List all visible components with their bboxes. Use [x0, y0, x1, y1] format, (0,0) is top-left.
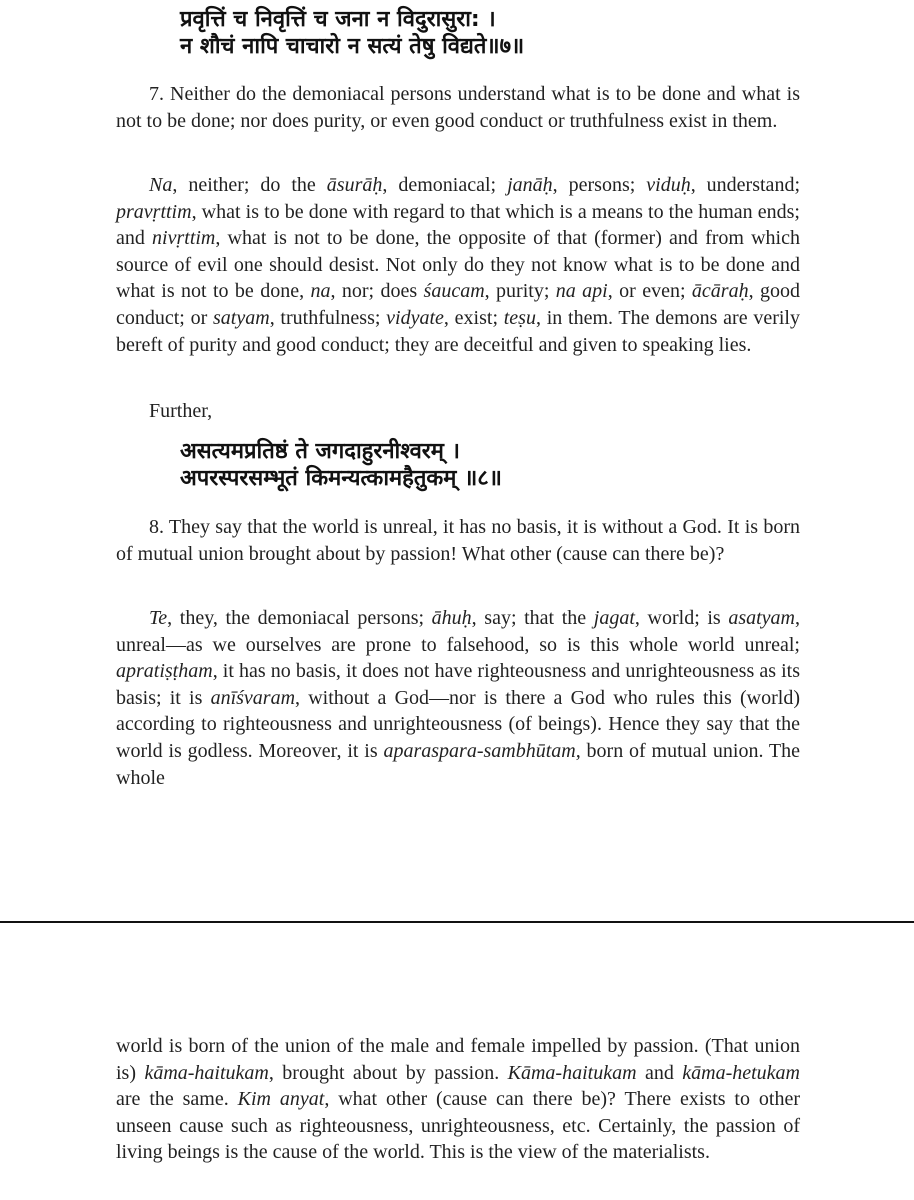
page-divider [0, 921, 914, 923]
verse-8 [180, 438, 502, 492]
further-text: Further, [149, 400, 213, 422]
next-page-continuation: world is born of the union of the male and female impelled by passion. (That union is) kāma-haitukam, brought about by passion. Kāma-haitukam and kāma-hetukam are the same. Kim anyat, what other (cause can there be)? There exists to other unseen cause such as righteousness, unrighteousness, etc. Certainly, the passion of living beings is the cause of the world. This is the view of the materialists. [116, 1035, 800, 1164]
verse-8-commentary: Te, they, the demoniacal persons; āhuḥ, say; that the jagat, world; is asatyam, unreal—as we ourselves are prone to falsehood, so is this whole world unreal; apratiṣṭham, it has no basis, it does not have righteousness and unrighteousness as its basis; it is anīśvaram, without a God—nor is there a God who rules this (world) according to righteousness and unrighteousness (of beings). Hence they say that the world is godless. Moreover, it is aparaspara-sambhūtam, born of mutual union. The whole [116, 607, 801, 789]
verse-8-line-1: असत्यमप्रतिष्ठं ते जगदाहुरनीश्वरम् । [180, 439, 460, 464]
verse-8-translation: 8. They say that the world is unreal, it has no basis, it is without a God. It is born of mutual union brought about by passion! What other (cause can there be)? [116, 516, 800, 565]
verse-7-line-1: प्रवृत्तिं च निवृत्तिं च जना न विदुरासुरा: । [180, 7, 496, 32]
verse-7-line-2: न शौचं नापि चाचारो न सत्यं तेषु विद्यते॥७॥ [180, 34, 525, 59]
verse-7-commentary: Na, neither; do the āsurāḥ, demoniacal; janāḥ, persons; viduḥ, understand; pravṛttim, what is to be done with regard to that which is a means to the human ends; and nivṛttim, what is not to be done, the opposite of that (former) and from which source of evil one should desist. Not only do they not know what is to be done and what is not to be done, na, nor; does śaucam, purity; na api, or even; ācāraḥ, good conduct; or satyam, truthfulness; vidyate, exist; teṣu, in them. The demons are verily bereft of purity and good conduct; they are deceitful and given to speaking lies. [116, 174, 800, 356]
verse-8-line-2: अपरस्परसम्भूतं किमन्यत्कामहैतुकम् ॥८॥ [180, 466, 502, 491]
verse-7 [180, 6, 524, 60]
verse-7-translation: 7. Neither do the demoniacal persons understand what is to be done and what is not to be done; nor does purity, or even good conduct or truthfulness exist in them. [116, 83, 800, 132]
